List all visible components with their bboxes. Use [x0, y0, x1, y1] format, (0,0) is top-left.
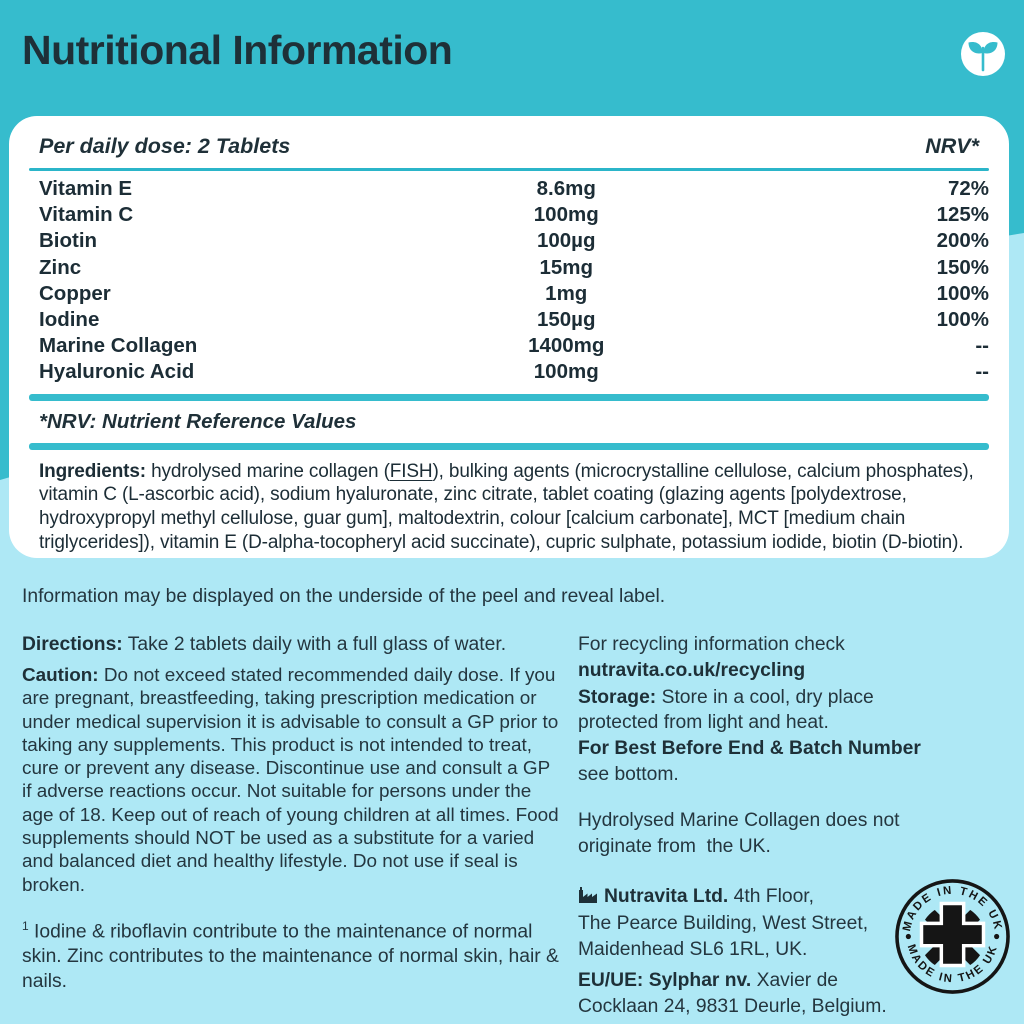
caution-paragraph: Caution: Do not exceed stated recommended daily dose. If you are pregnant, breastfeeding, taking prescription medication or under medical supervision it is advisable to consult a GP prior to taking any supplements. This product is not intended to treat, cure or prevent any disease. Discontinue use and consult a GP if adverse reactions occur. Not suitable for persons under the age of 18. Keep out of reach of young children at all times. Food supplements should NOT be used as a substitute for a varied and balanced diet and healthy lifestyle. Do not use if seal is broken.: [22, 665, 559, 896]
nutrient-table: [29, 171, 989, 386]
nutrient-amount: 1mg: [545, 281, 588, 305]
nutrient-nrv: 72%: [947, 177, 989, 200]
eu-label: EU/UE: Sylphar nv.: [578, 970, 752, 992]
table-row: [29, 176, 989, 202]
table-row: [29, 333, 989, 359]
nutrient-name: Biotin: [39, 229, 98, 253]
nutrient-amount: 15mg: [539, 255, 594, 279]
nutrient-nrv: 125%: [936, 203, 989, 227]
nutrient-amount: 100mg: [533, 360, 599, 384]
table-row: [29, 228, 989, 254]
nrv-footnote: *NRV: Nutrient Reference Values: [39, 409, 357, 433]
eu-representative: EU/UE: Sylphar nv. Xavier de Cocklaan 24, 9831 Deurle, Belgium.: [578, 970, 887, 1017]
recycling-paragraph: For recycling information check nutravita.co.uk/recycling: [578, 632, 948, 684]
manufacturer-address: Nutravita Ltd. 4th Floor, The Pearce Building, West Street, Maidenhead SL6 1RL, UK.: [578, 886, 869, 960]
nutrient-amount: 150µg: [536, 308, 596, 332]
allergen-fish: FISH: [389, 460, 433, 482]
nutrient-amount: 100mg: [533, 203, 599, 227]
directions-paragraph: Directions: Take 2 tablets daily with a full glass of water.: [22, 634, 507, 655]
origin-paragraph: Hydrolysed Marine Collagen does not originate from the UK.: [578, 809, 905, 857]
nrv-header: NRV*: [925, 134, 979, 158]
factory-icon: [578, 885, 598, 911]
skin-footnote: $^1$ Iodine & riboflavin contribute to the maintenance of normal skin. Zinc contributes to the maintenance of normal skin, hair & nails.: [22, 918, 559, 992]
nutrient-nrv: 100%: [936, 281, 989, 305]
nutrient-name: Copper: [39, 281, 111, 305]
storage-paragraph: Storage: Store in a cool, dry place protected from light and heat. For Best Before End & Batch Number see bottom.: [578, 685, 948, 788]
nutrient-name: Vitamin E: [39, 177, 133, 200]
divider-thick: [29, 443, 989, 450]
divider-thick: [29, 394, 989, 401]
storage-label: Storage:: [578, 686, 657, 708]
nutrient-nrv: 200%: [936, 229, 989, 253]
nutrient-amount: 8.6mg: [536, 177, 596, 200]
made-in-uk-badge: [893, 877, 1012, 996]
manufacturer-name: Nutravita Ltd.: [604, 886, 729, 908]
table-row: [29, 307, 989, 333]
dose-header: Per daily dose: 2 Tablets: [39, 134, 291, 158]
nutrient-nrv: --: [975, 360, 989, 384]
directions-label: Directions:: [22, 634, 123, 655]
table-header: [29, 131, 989, 168]
nutrient-nrv: 150%: [936, 255, 989, 279]
ingredients-label: Ingredients:: [39, 460, 146, 482]
table-row: [29, 202, 989, 228]
table-row: [29, 281, 989, 307]
nutrient-name: Vitamin C: [39, 203, 134, 227]
nutrition-card: [9, 116, 1009, 558]
badge-bottom-text: MADE IN THE UK: [904, 942, 1001, 986]
table-row: [29, 359, 989, 385]
page-title: Nutritional Information: [22, 27, 453, 73]
badge-top-text: MADE IN THE UK: [900, 884, 1004, 933]
best-before-note: For Best Before End & Batch Number: [578, 738, 921, 760]
sprout-leaf-icon: [960, 31, 1006, 77]
lower-columns: [22, 632, 1002, 1019]
table-row: [29, 255, 989, 281]
caution-label: Caution:: [22, 665, 99, 686]
peel-label-note: Information may be displayed on the underside of the peel and reveal label.: [22, 586, 666, 607]
ingredients-paragraph: Ingredients: hydrolysed marine collagen (FISH), bulking agents (microcrystalline cellulose, calcium phosphates), vitamin C (L-ascorbic acid), sodium hyaluronate, zinc citrate, tablet coating (glazing agents [polydextrose, hydroxypropyl methyl cellulose, guar gum], maltodextrin, colour [calcium carbonate], MCT [medium chain triglycerides]), vitamin E (D-alpha-tocopheryl acid succinate), cupric sulphate, potassium iodide, biotin (D-biotin).: [39, 460, 974, 553]
nutrient-amount: 100µg: [536, 229, 596, 253]
nutrient-nrv: 100%: [936, 308, 989, 332]
nutrient-name: Marine Collagen: [39, 334, 198, 358]
nutrient-name: Hyaluronic Acid: [39, 360, 195, 384]
recycling-url: nutravita.co.uk/recycling: [578, 659, 806, 681]
nutrient-amount: 1400mg: [528, 334, 605, 358]
left-column: [22, 632, 562, 1019]
nutrient-name: Zinc: [39, 255, 82, 279]
nutrient-name: Iodine: [39, 308, 100, 332]
nutrient-nrv: --: [975, 334, 989, 358]
